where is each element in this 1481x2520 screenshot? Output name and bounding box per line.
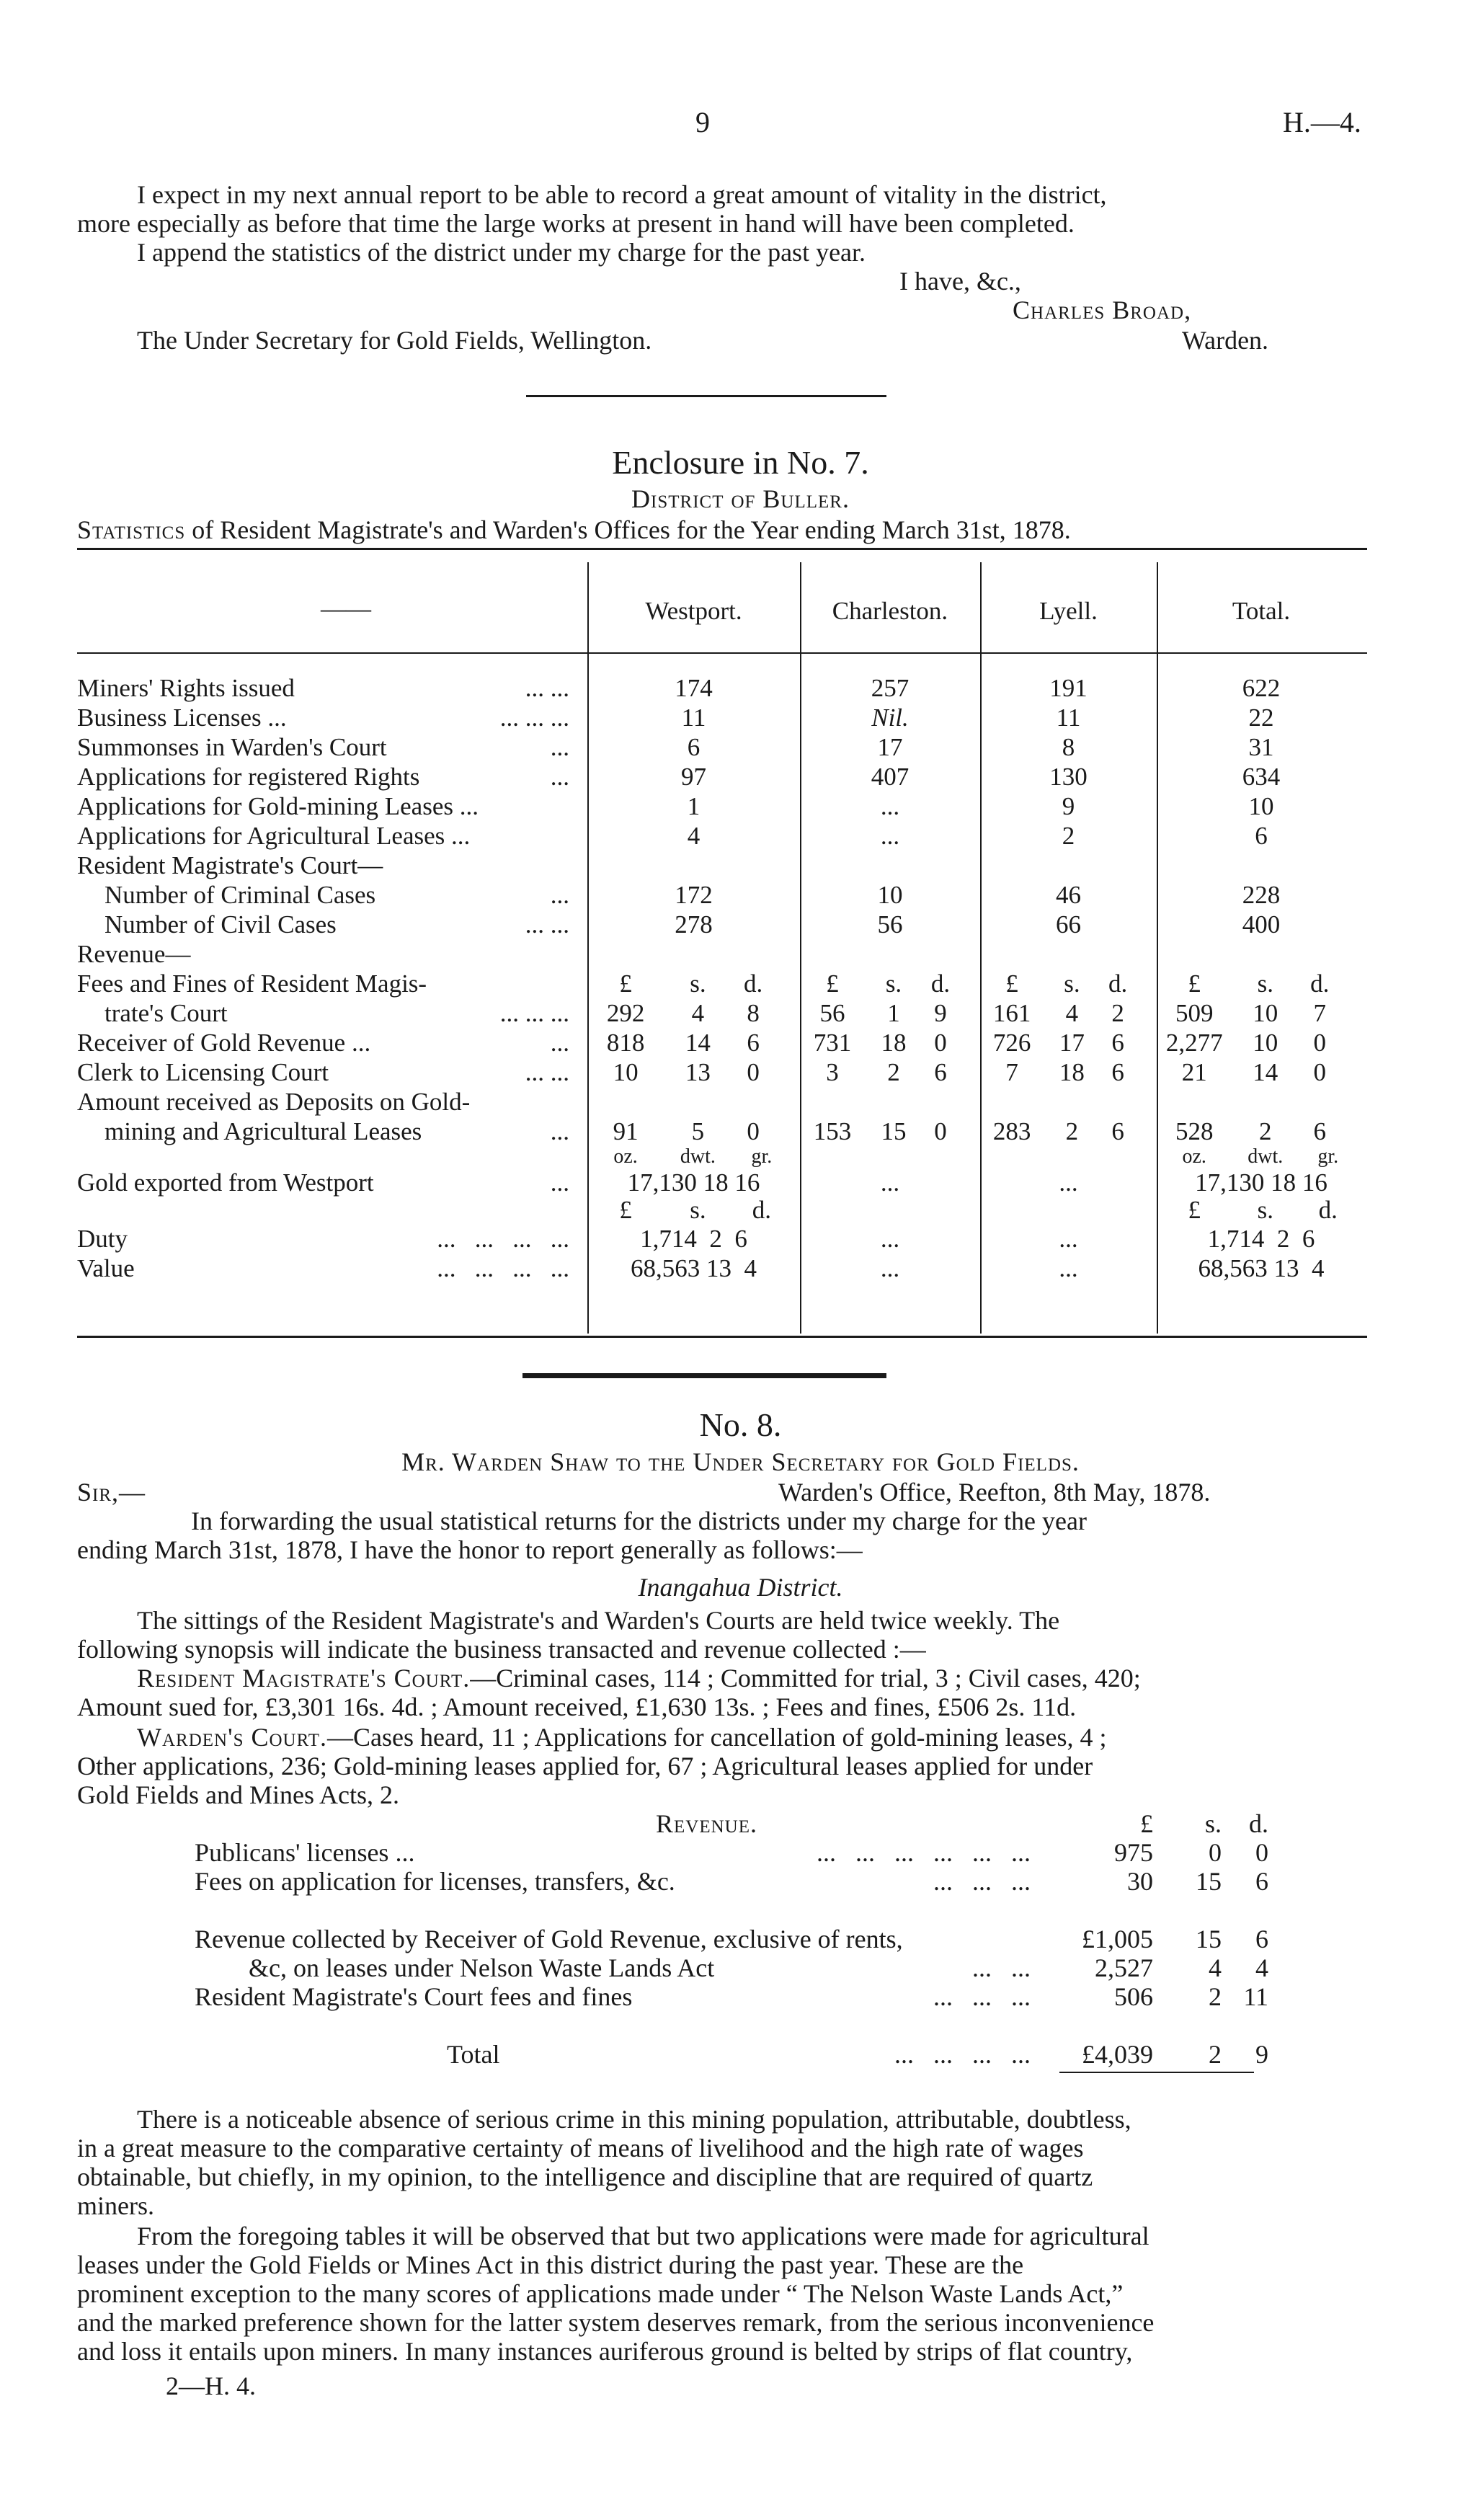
- money-value: 18: [881, 1029, 907, 1057]
- receiver-label: Receiver of Gold Revenue ...: [77, 1029, 371, 1057]
- money-value: 14: [685, 1029, 711, 1057]
- row-value: 622: [1242, 674, 1281, 702]
- money-value: 13: [685, 1058, 711, 1086]
- duty-value: 1,714 2 6: [1207, 1225, 1315, 1253]
- total-value: 2: [1209, 2040, 1222, 2069]
- row-value: 97: [681, 763, 706, 791]
- money-value: 0: [934, 1117, 947, 1145]
- revenue-value: 6: [1255, 1867, 1268, 1896]
- money-value: 818: [606, 1029, 645, 1057]
- dateline: Warden's Office, Reefton, 8th May, 1878.: [778, 1478, 1211, 1507]
- total-value: 9: [1255, 2040, 1268, 2069]
- money-value: 153: [813, 1117, 852, 1145]
- money-unit-header: s.: [690, 1196, 706, 1224]
- para4-line4: and the marked preference shown for the latter system deserves remark, from the serious inconvenience: [77, 2308, 1155, 2337]
- row-leader: ...: [550, 763, 569, 791]
- money-unit-header: d.: [930, 970, 951, 998]
- row-leader: ... ... ...: [499, 999, 569, 1027]
- money-unit-header: s.: [1257, 1196, 1273, 1224]
- money-value: 7: [1313, 999, 1326, 1027]
- row-leader: ... ... ...: [933, 1867, 1031, 1896]
- col-charleston: Charleston.: [832, 597, 948, 625]
- row-value: 10: [877, 881, 903, 909]
- row-value: ...: [880, 822, 900, 850]
- row-leader: ... ...: [525, 1058, 569, 1086]
- district-heading: District of Buller.: [631, 484, 850, 513]
- money-value: 509: [1175, 999, 1214, 1027]
- row-value: 191: [1049, 674, 1088, 702]
- header-dash: ——: [321, 595, 371, 623]
- revenue-value: 2,527: [1095, 1953, 1153, 1982]
- revenue-value: 0: [1255, 1838, 1268, 1867]
- revenue-value: 975: [1114, 1838, 1153, 1867]
- intro-line-2: more especially as before that time the large works at present in hand will have been completed.: [77, 209, 1075, 238]
- money-value: 6: [1111, 1029, 1124, 1057]
- money-value: 15: [881, 1117, 907, 1145]
- revenue-value: 6: [1255, 1925, 1268, 1953]
- money-value: 1: [887, 999, 900, 1027]
- row-value: 31: [1248, 733, 1274, 761]
- value-value: 68,563 13 4: [1198, 1254, 1325, 1282]
- money-value: 2: [1111, 999, 1124, 1027]
- para4-line1: From the foregoing tables it will be observed that but two applications were made for agricultural: [137, 2222, 1149, 2250]
- row-value: 407: [871, 763, 909, 791]
- money-unit-header: d.: [1310, 970, 1330, 998]
- row-value: ...: [880, 792, 900, 820]
- revenue-row-label: Resident Magistrate's Court fees and fines: [195, 1982, 633, 2011]
- money-value: 8: [747, 999, 760, 1027]
- value-value: ...: [880, 1254, 900, 1282]
- row-value: 56: [877, 910, 903, 939]
- row-leader: ...: [550, 1117, 569, 1145]
- section-divider: [526, 395, 886, 397]
- rm-court-line1: [137, 1664, 1141, 1692]
- gold-label: Gold exported from Westport: [77, 1168, 374, 1197]
- revenue-value: 4: [1255, 1953, 1268, 1982]
- row-value: 4: [687, 822, 701, 850]
- revenue-unit-header: d.: [1249, 1809, 1268, 1838]
- row-leader: ... ... ... ...: [437, 1225, 569, 1253]
- row-label: Number of Civil Cases: [104, 910, 337, 939]
- row-label: Business Licenses ...: [77, 704, 287, 732]
- money-value: 161: [992, 999, 1031, 1027]
- money-value: 2: [1065, 1117, 1079, 1145]
- money-unit-header: s.: [885, 970, 902, 998]
- money-value: 6: [1111, 1058, 1124, 1086]
- row-value: 9: [1062, 792, 1075, 820]
- money-unit-header: £: [619, 1196, 632, 1224]
- revenue-value: 15: [1196, 1867, 1222, 1896]
- rm-court-text: —Criminal cases, 114 ; Committed for trial, 3 ; Civil cases, 420;: [470, 1664, 1141, 1692]
- no8-heading: No. 8.: [699, 1406, 782, 1443]
- row-value: 11: [681, 704, 706, 732]
- clerk-label: Clerk to Licensing Court: [77, 1058, 329, 1086]
- row-value: 66: [1056, 910, 1081, 939]
- duty-label: Duty: [77, 1225, 128, 1253]
- para1-line1: In forwarding the usual statistical returns for the districts under my charge for the year: [191, 1507, 1087, 1535]
- weight-unit-header: oz.: [613, 1145, 638, 1168]
- row-value: 400: [1242, 910, 1281, 939]
- row-leader: ... ...: [525, 674, 569, 702]
- money-value: 3: [826, 1058, 839, 1086]
- table-header-rule: [77, 652, 1367, 654]
- revenue-row-label: Revenue collected by Receiver of Gold Revenue, exclusive of rents,: [195, 1925, 903, 1953]
- row-leader: ...: [550, 1029, 569, 1057]
- value-label: Value: [77, 1254, 135, 1282]
- signature: Charles Broad,: [1013, 296, 1192, 324]
- row-value: 46: [1056, 881, 1081, 909]
- money-value: 292: [606, 999, 645, 1027]
- rm-court-head: Resident Magistrate's Court.: [137, 1664, 471, 1692]
- money-value: 6: [1313, 1117, 1326, 1145]
- revenue-heading: Revenue.: [656, 1809, 757, 1838]
- revenue-value: 15: [1196, 1925, 1222, 1953]
- money-value: 0: [747, 1117, 760, 1145]
- money-value: 2: [887, 1058, 900, 1086]
- gold-value: ...: [880, 1168, 900, 1197]
- caption-text: of Resident Magistrate's and Warden's Offices for the Year ending March 31st, 1878.: [192, 515, 1071, 544]
- col-westport: Westport.: [645, 597, 742, 625]
- row-leader: ... ...: [525, 910, 569, 939]
- row-leader: ...: [550, 1168, 569, 1197]
- deposits-label-cont: mining and Agricultural Leases: [104, 1117, 422, 1145]
- money-value: 2: [1259, 1117, 1272, 1145]
- weight-unit-header: oz.: [1182, 1145, 1206, 1168]
- table-bottom-rule: [77, 1336, 1367, 1338]
- row-value: 228: [1242, 881, 1281, 909]
- rm-court-line2: Amount sued for, £3,301 16s. 4d. ; Amount received, £1,630 13s. ; Fees and fines, £506 2s. 11d.: [77, 1692, 1077, 1721]
- money-unit-header: d.: [743, 970, 763, 998]
- row-value: 6: [687, 733, 701, 761]
- revenue-row-label: &c, on leases under Nelson Waste Lands Act: [249, 1953, 715, 1982]
- money-unit-header: d.: [752, 1196, 772, 1224]
- closing: I have, &c.,: [899, 267, 1021, 296]
- para2-line2: following synopsis will indicate the business transacted and revenue collected :—: [77, 1635, 926, 1664]
- money-unit-header: d.: [1108, 970, 1128, 998]
- no8-subtitle-text: Mr. Warden Shaw to the Under Secretary for Gold Fields.: [401, 1447, 1080, 1476]
- money-value: 21: [1181, 1058, 1207, 1086]
- wardens-court-head: Warden's Court.: [137, 1723, 328, 1752]
- fees-label: Fees and Fines of Resident Magis-: [77, 970, 427, 998]
- money-value: 17: [1059, 1029, 1085, 1057]
- revenue-row-label: Publicans' licenses ...: [195, 1838, 415, 1867]
- para3-line1: There is a noticeable absence of serious crime in this mining population, attributable, doubtless,: [137, 2105, 1131, 2134]
- heavy-divider: [522, 1373, 886, 1378]
- wardens-court-line1: [137, 1723, 1106, 1752]
- row-leader: ... ... ... ... ... ...: [817, 1838, 1031, 1867]
- revenue-unit-header: £: [1140, 1809, 1153, 1838]
- row-value: 634: [1242, 763, 1281, 791]
- gold-value: 17,130 18 16: [1195, 1168, 1327, 1197]
- row-value: 1: [687, 792, 701, 820]
- row-value: 6: [1255, 822, 1268, 850]
- row-label: Applications for Agricultural Leases ...: [77, 822, 471, 850]
- money-value: 731: [813, 1029, 852, 1057]
- revenue-value: 506: [1114, 1982, 1153, 2011]
- money-unit-header: £: [1188, 1196, 1201, 1224]
- money-value: 4: [691, 999, 705, 1027]
- value-value: ...: [1059, 1254, 1078, 1282]
- series-code: H.—4.: [1283, 106, 1361, 138]
- district-subheading: Inangahua District.: [638, 1573, 843, 1602]
- salutation: Sir,—: [77, 1478, 146, 1507]
- intro-line-3: I append the statistics of the district under my charge for the past year.: [137, 238, 866, 267]
- money-unit-header: £: [826, 970, 839, 998]
- gold-value: ...: [1059, 1168, 1078, 1197]
- row-leader: ... ... ...: [499, 704, 569, 732]
- row-value: 172: [675, 881, 713, 909]
- row-leader: ... ... ... ...: [894, 2040, 1031, 2069]
- money-value: 18: [1059, 1058, 1085, 1086]
- row-value: 11: [1056, 704, 1081, 732]
- row-value: 174: [675, 674, 713, 702]
- money-value: 6: [747, 1029, 760, 1057]
- enclosure-heading: Enclosure in No. 7.: [612, 444, 869, 481]
- row-leader: ...: [550, 733, 569, 761]
- total-value: £4,039: [1082, 2040, 1153, 2069]
- para3-line3: obtainable, but chiefly, in my opinion, to the intelligence and discipline that are required of quartz: [77, 2162, 1093, 2191]
- money-unit-header: s.: [690, 970, 706, 998]
- wardens-court-line3: Gold Fields and Mines Acts, 2.: [77, 1780, 399, 1809]
- row-leader: ... ... ... ...: [437, 1254, 569, 1282]
- money-unit-header: s.: [1257, 970, 1273, 998]
- revenue-value: 4: [1209, 1953, 1222, 1982]
- wardens-court-line2: Other applications, 236; Gold-mining leases applied for, 67 ; Agricultural leases applied for under: [77, 1752, 1093, 1780]
- money-unit-header: s.: [1064, 970, 1080, 998]
- row-label: Miners' Rights issued: [77, 674, 295, 702]
- gold-value: 17,130 18 16: [627, 1168, 760, 1197]
- para4-line2: leases under the Gold Fields or Mines Act in this district during the past year. These are the: [77, 2250, 1024, 2279]
- page-number: 9: [695, 106, 710, 138]
- revenue-value: 0: [1209, 1838, 1222, 1867]
- money-value: 10: [1253, 999, 1278, 1027]
- money-value: 528: [1175, 1117, 1214, 1145]
- row-value: 278: [675, 910, 713, 939]
- intro-line-1: I expect in my next annual report to be able to record a great amount of vitality in the district,: [137, 180, 1107, 209]
- money-value: 6: [1111, 1117, 1124, 1145]
- revenue-total-rule: [1059, 2072, 1254, 2073]
- money-value: 91: [613, 1117, 639, 1145]
- money-value: 5: [691, 1117, 705, 1145]
- row-label: Summonses in Warden's Court: [77, 733, 387, 761]
- row-value: 2: [1062, 822, 1075, 850]
- para2-line1: The sittings of the Resident Magistrate's and Warden's Courts are held twice weekly. The: [137, 1606, 1060, 1635]
- revenue-value: 11: [1243, 1982, 1268, 2011]
- row-value: 257: [871, 674, 909, 702]
- duty-value: 1,714 2 6: [640, 1225, 747, 1253]
- money-unit-header: £: [1188, 970, 1201, 998]
- row-value: 10: [1248, 792, 1274, 820]
- weight-unit-header: gr.: [1317, 1145, 1339, 1168]
- money-value: 726: [992, 1029, 1031, 1057]
- para3-line4: miners.: [77, 2191, 154, 2220]
- money-value: 9: [934, 999, 947, 1027]
- revenue-value: 30: [1127, 1867, 1153, 1896]
- money-value: 0: [747, 1058, 760, 1086]
- row-label: Applications for Gold-mining Leases ...: [77, 792, 479, 820]
- signatory-title: Warden.: [1182, 326, 1269, 355]
- revenue-value: 2: [1209, 1982, 1222, 2011]
- deposits-label: Amount received as Deposits on Gold-: [77, 1088, 471, 1116]
- money-value: 10: [1253, 1029, 1278, 1057]
- footer-code: 2—H. 4.: [166, 2372, 256, 2400]
- money-value: 56: [819, 999, 845, 1027]
- weight-unit-header: gr.: [751, 1145, 773, 1168]
- para4-line5: and loss it entails upon miners. In many instances auriferous ground is belted by strips of flat country,: [77, 2337, 1133, 2366]
- no8-subtitle: [0, 1447, 1481, 1476]
- money-value: 283: [992, 1117, 1031, 1145]
- money-value: 0: [1313, 1029, 1326, 1057]
- table-caption: [77, 515, 1071, 544]
- row-label: Number of Criminal Cases: [104, 881, 376, 909]
- col-total: Total.: [1232, 597, 1291, 625]
- para3-line2: in a great measure to the comparative certainty of means of livelihood and the high rate of wages: [77, 2134, 1084, 2162]
- row-label: Revenue—: [77, 940, 191, 968]
- row-value: 8: [1062, 733, 1075, 761]
- revenue-unit-header: s.: [1204, 1809, 1222, 1838]
- money-value: 0: [1313, 1058, 1326, 1086]
- para1-line2: ending March 31st, 1878, I have the honor to report generally as follows:—: [77, 1535, 863, 1564]
- money-value: 4: [1065, 999, 1079, 1027]
- money-value: 14: [1253, 1058, 1278, 1086]
- addressee: The Under Secretary for Gold Fields, Wellington.: [137, 326, 652, 355]
- caption-lead: Statistics: [77, 515, 186, 544]
- row-label: Applications for registered Rights: [77, 763, 420, 791]
- row-value: 22: [1248, 704, 1274, 732]
- table-top-rule: [77, 548, 1367, 550]
- row-leader: ...: [550, 881, 569, 909]
- money-value: 0: [934, 1029, 947, 1057]
- row-label: Resident Magistrate's Court—: [77, 851, 383, 879]
- row-value: 17: [877, 733, 903, 761]
- wardens-court-text: —Cases heard, 11 ; Applications for cancellation of gold-mining leases, 4 ;: [327, 1723, 1107, 1752]
- revenue-value: £1,005: [1082, 1925, 1153, 1953]
- duty-value: ...: [1059, 1225, 1078, 1253]
- money-value: 7: [1005, 1058, 1018, 1086]
- fees-label-cont: trate's Court: [104, 999, 228, 1027]
- money-value: 6: [934, 1058, 947, 1086]
- para4-line3: prominent exception to the many scores of applications made under “ The Nelson Waste Lands Act,”: [77, 2279, 1124, 2308]
- col-lyell: Lyell.: [1039, 597, 1098, 625]
- revenue-row-label: Fees on application for licenses, transfers, &c.: [195, 1867, 675, 1896]
- money-value: 2,277: [1165, 1029, 1223, 1057]
- money-unit-header: d.: [1318, 1196, 1338, 1224]
- money-value: 10: [613, 1058, 639, 1086]
- duty-value: ...: [880, 1225, 900, 1253]
- weight-unit-header: dwt.: [1247, 1145, 1284, 1168]
- row-leader: ... ...: [972, 1953, 1031, 1982]
- value-value: 68,563 13 4: [631, 1254, 757, 1282]
- row-value: 130: [1049, 763, 1088, 791]
- weight-unit-header: dwt.: [680, 1145, 716, 1168]
- money-unit-header: £: [619, 970, 632, 998]
- row-value: Nil.: [871, 704, 909, 732]
- row-leader: ... ... ...: [933, 1982, 1031, 2011]
- money-unit-header: £: [1005, 970, 1018, 998]
- total-label: Total: [447, 2040, 500, 2069]
